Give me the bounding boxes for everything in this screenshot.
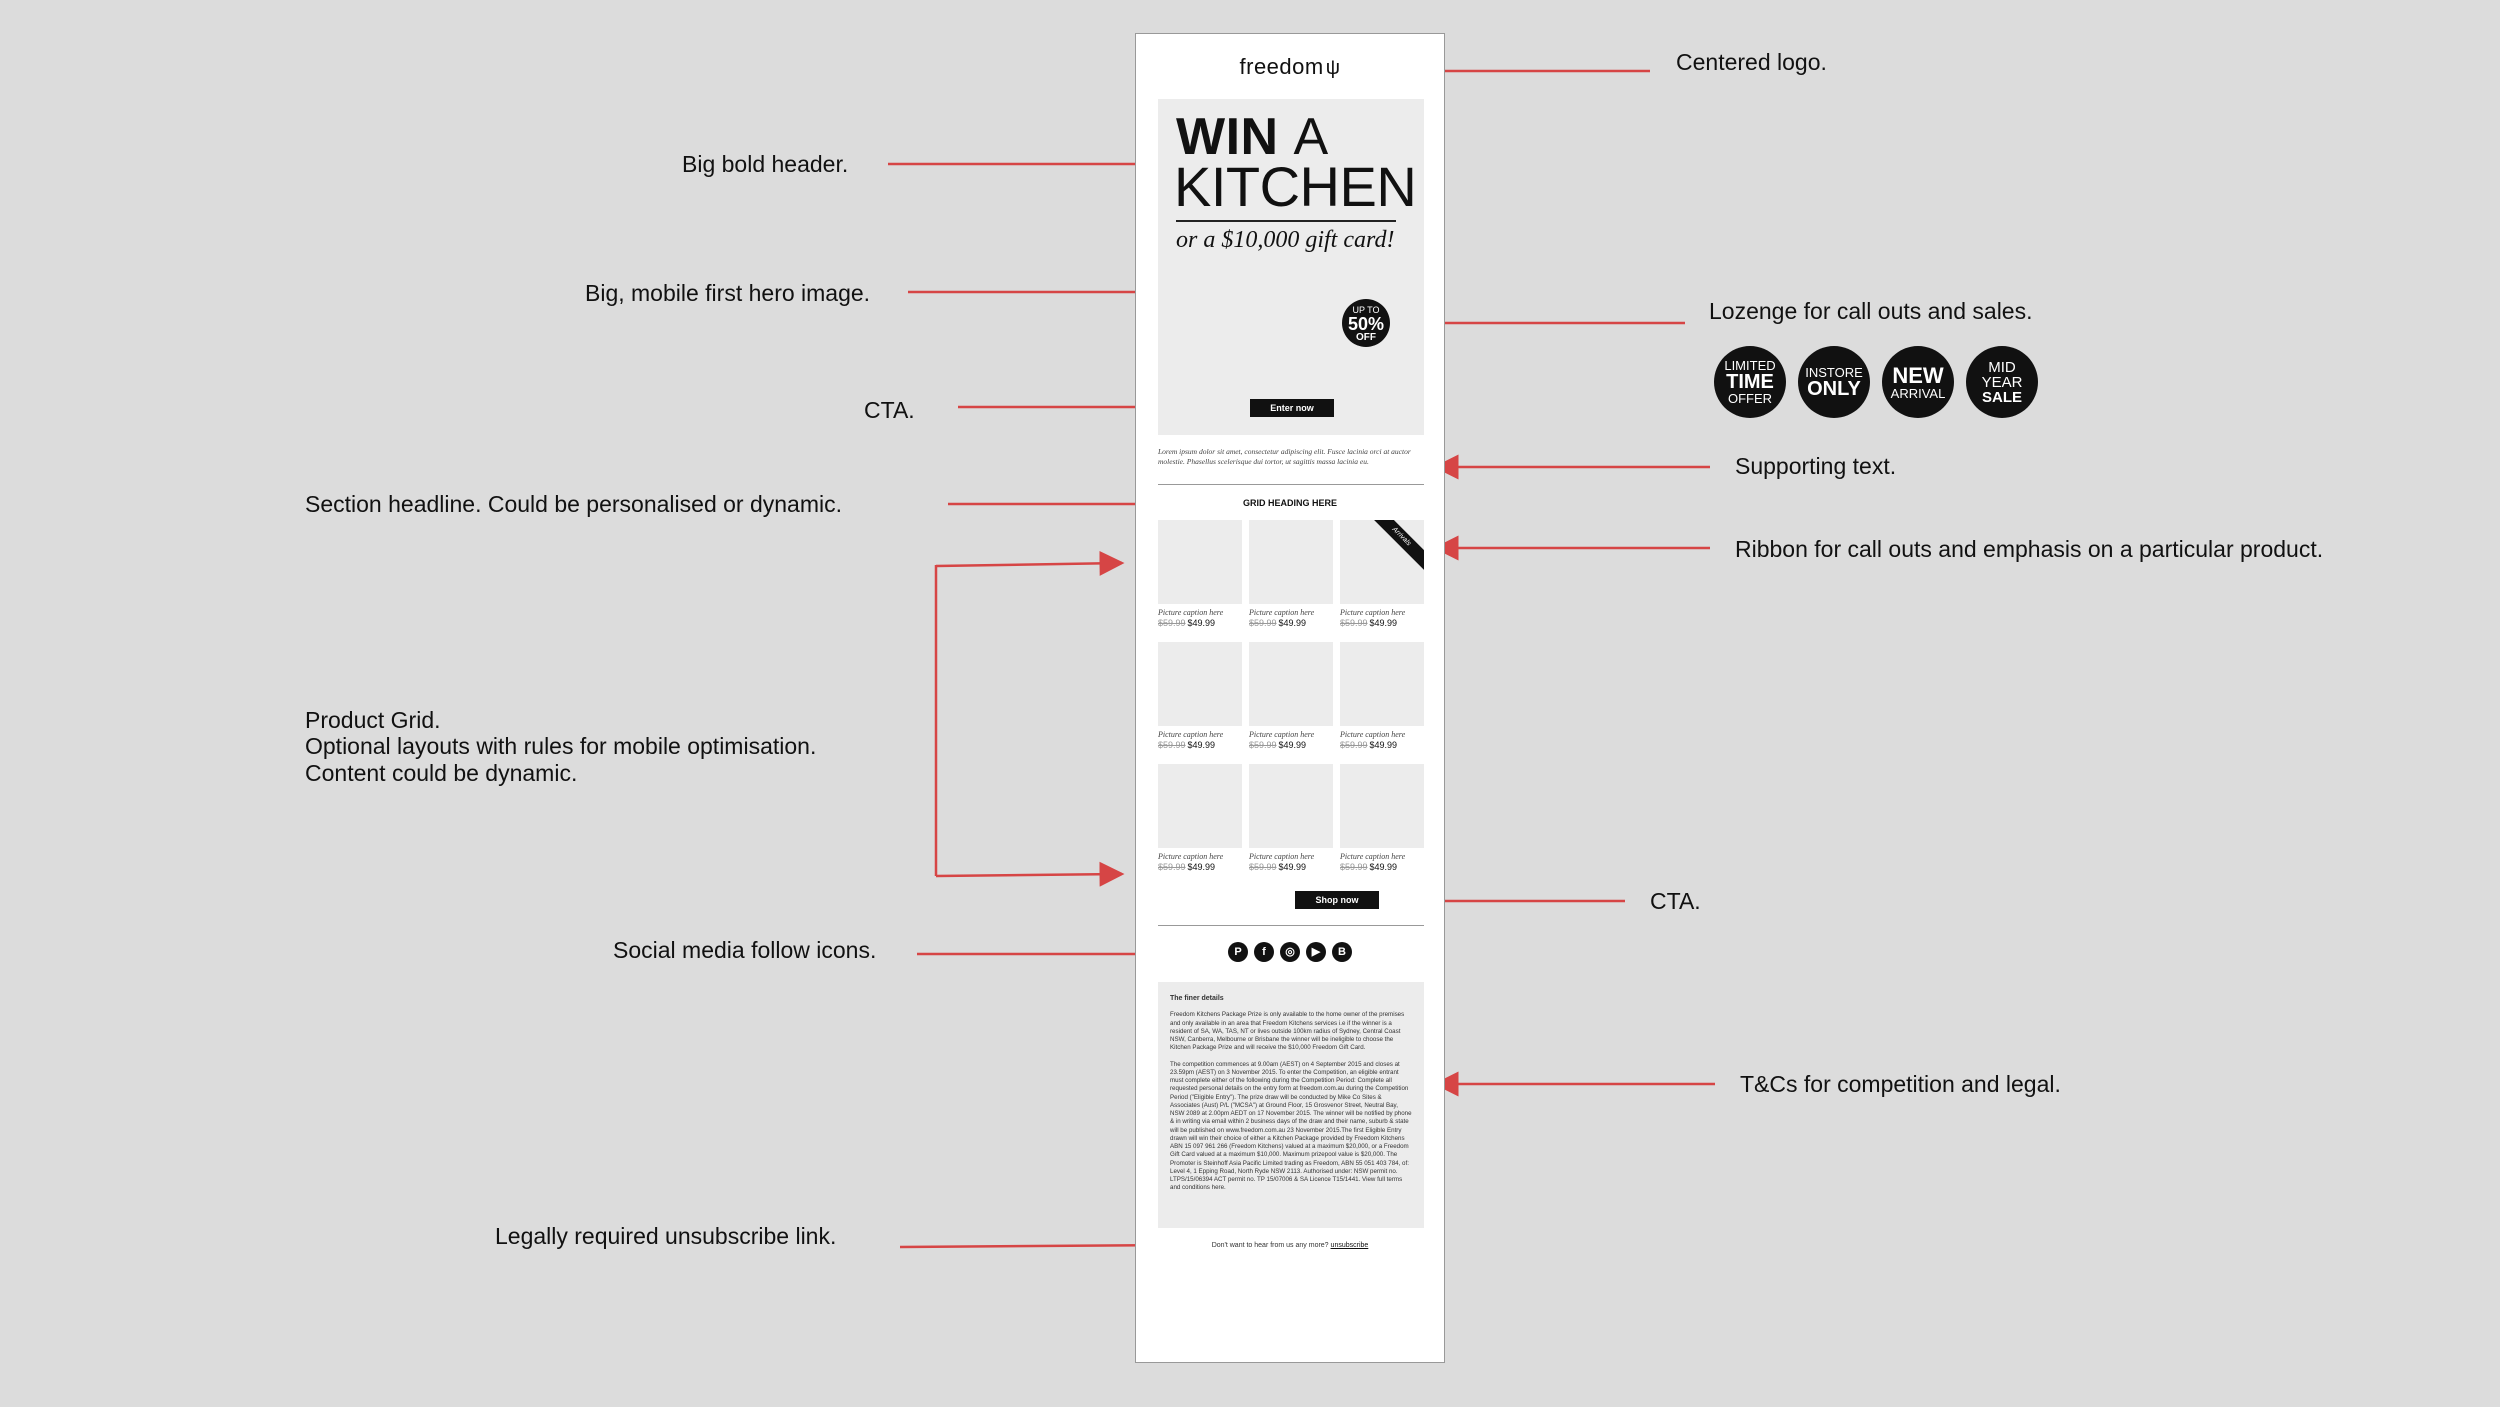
product-card[interactable] [1158,764,1242,872]
product-old-price: $59.99 [1340,740,1368,750]
tcs-title: The finer details [1170,995,1224,1002]
annotation-ribbon: Ribbon for call outs and emphasis on a particular product. [1735,536,2324,562]
product-card[interactable] [1340,520,1424,628]
annotation-unsubscribe: Legally required unsubscribe link. [495,1223,837,1249]
product-caption: Picture caption here [1158,730,1224,739]
lozenge-line-2: TIME [1726,371,1774,393]
lozenge-percent: 50% [1347,314,1385,334]
logo-wordmark: freedom [1239,54,1324,79]
annotation-supporting-text: Supporting text. [1735,453,1897,479]
tcs-paragraph-2: The competition commences at 9.00am (AEST) on 4 September 2015 and closes at 23.59pm (AEST) on 3 November 2015. To enter the Competition, an eligible entrant must complete either of the following during the Competition Period: Complete all requested personal details on the entry form at freedom.com.au during the Competition Period ("Eligible Entry"). The prize draw will be conducted by Mike Co Sites & Associates (Aust) P/L ("MCSA") at Ground Floor, 15 Grosvenor Street, Neutral Bay, NSW 2089 at 2.00pm AEDT on 17 November 2015. The winner will be notified by phone & in writing via email within 2 business days of the draw and their name, suburb & state will be published on www.freedom.com.au 23 November 2015.The first Eligible Entry drawn will win their choice of either a Kitchen Package provided by Freedom Kitchens ABN 15 097 961 266 (Freedom Kitchens) valued at a maximum $20,000, or a Freedom Gift Card valued at a maximum $10,000. Maximum prizepool value is $20,000. The Promoter is Steinhoff Asia Pacific Limited trading as Freedom, ABN 55 051 403 784, of: Level 4, 1 Epping Road, North Ryde NSW 2113. Authorised under: NSW permit no. LTPS/15/06394 ACT permit no. TP 15/07006 & SA Licence T15/1441. View full terms and conditions here. [1170,1060,1412,1192]
annotation-social: Social media follow icons. [613,937,877,963]
product-caption: Picture caption here [1340,852,1406,861]
product-price [1158,862,1242,872]
limited-time-offer-lozenge [1714,346,1786,418]
product-price [1340,862,1424,872]
hero-a-word: A [1293,108,1329,166]
youtube-icon[interactable]: ▶ [1306,942,1326,962]
lozenge-line-2: YEAR [1981,373,2023,391]
product-new-price: $49.99 [1369,862,1398,872]
sale-lozenge [1342,299,1390,347]
product-card[interactable] [1158,642,1242,750]
product-card[interactable] [1340,764,1424,872]
shop-now-button[interactable]: Shop now [1295,891,1379,909]
product-price [1158,740,1242,750]
product-price [1340,740,1424,750]
annotation-section-headline: Section headline. Could be personalised or dynamic. [305,491,842,517]
product-image[interactable] [1158,520,1242,604]
product-caption: Picture caption here [1340,608,1406,617]
annotation-product-grid-line-3: Content could be dynamic. [305,759,578,786]
tcs-paragraph-1: Freedom Kitchens Package Prize is only available to the home owner of the premises and only available in an area that Freedom Kitchens services i.e if the winner is a resident of SA, WA, TAS, NT or lives outside 100km radius of Sydney, Central Coast NSW, Canberra, Melbourne or Brisbane the winner will be ineligible to choose the Kitchen Package Prize and will receive the $10,000 Freedom Gift Card. [1170,1011,1405,1052]
enter-now-button[interactable]: Enter now [1250,399,1334,417]
lozenge-line-1: INSTORE [1805,364,1863,380]
annotation-product-grid-line-1: Product Grid. [305,707,441,733]
social-icons [1136,942,1444,962]
lozenge-line-1: LIMITED [1724,358,1776,373]
product-new-price: $49.99 [1187,618,1216,628]
annotation-hero-image: Big, mobile first hero image. [585,280,871,306]
product-image[interactable] [1340,764,1424,848]
product-card[interactable] [1158,520,1242,628]
annotation-cta-shop: CTA. [1650,888,1701,914]
instore-only-lozenge [1798,346,1870,418]
product-caption: Picture caption here [1340,730,1406,739]
product-old-price: $59.99 [1158,740,1186,750]
product-card[interactable] [1340,642,1424,750]
grid-heading: GRID HEADING HERE [1242,498,1337,508]
product-image[interactable] [1340,642,1424,726]
lozenge-line-2: ARRIVAL [1890,385,1946,401]
product-card[interactable] [1249,520,1333,628]
hero-rule [1176,220,1396,222]
supporting-text: Lorem ipsum dolor sit amet, consectetur adipiscing elit. Fusce lacinia orci at auctor molestie. Phasellus scelerisque dui tortor, ut sagittis massa lacinia eu. [1158,447,1411,467]
lozenge-up-to: UP TO [1352,305,1380,315]
divider [1158,484,1424,485]
product-image[interactable] [1249,642,1333,726]
lozenge-line-1: NEW [1892,362,1944,388]
product-new-price: $49.99 [1369,740,1398,750]
instagram-icon[interactable]: ◎ [1280,942,1300,962]
product-new-price: $49.99 [1187,740,1216,750]
product-card[interactable] [1249,764,1333,872]
product-old-price: $59.99 [1158,618,1186,628]
annotation-tcs: T&Cs for competition and legal. [1740,1071,2061,1097]
product-new-price: $49.99 [1369,618,1398,628]
terms-and-conditions [1158,982,1424,1228]
product-caption: Picture caption here [1249,730,1315,739]
freedom-logo[interactable] [1136,54,1444,80]
annotation-product-grid-line-2: Optional layouts with rules for mobile optimisation. [305,733,817,760]
sprout-icon: ψ [1325,57,1341,79]
lozenge-line-1: MID [1988,358,2016,376]
product-old-price: $59.99 [1249,862,1277,872]
product-image[interactable] [1340,520,1424,604]
lozenge-line-3: OFFER [1727,391,1773,406]
email-mockup [1135,33,1445,1363]
divider [1158,925,1424,926]
annotation-product-grid [305,707,816,786]
product-old-price: $59.99 [1158,862,1186,872]
product-image[interactable] [1158,642,1242,726]
product-new-price: $49.99 [1278,740,1307,750]
hero-subheadline: or a $10,000 gift card! [1176,227,1395,253]
product-caption: Picture caption here [1249,608,1315,617]
product-old-price: $59.99 [1340,862,1368,872]
new-arrival-lozenge [1882,346,1954,418]
hero-headline-kitchen: KITCHEN [1174,155,1417,218]
product-new-price: $49.99 [1187,862,1216,872]
annotation-logo: Centered logo. [1676,49,1827,75]
product-price [1340,618,1424,628]
product-old-price: $59.99 [1340,618,1368,628]
product-caption: Picture caption here [1158,608,1224,617]
product-price [1249,862,1333,872]
product-caption: Picture caption here [1249,852,1315,861]
annotation-lozenge: Lozenge for call outs and sales. [1709,298,2033,324]
product-new-price: $49.99 [1278,618,1307,628]
product-price [1249,618,1333,628]
product-card[interactable] [1249,642,1333,750]
product-image[interactable] [1249,520,1333,604]
facebook-icon[interactable]: f [1254,942,1274,962]
mid-year-sale-lozenge [1966,346,2038,418]
blog-icon[interactable]: B [1332,942,1352,962]
annotation-cta-enter: CTA. [864,397,915,423]
hero-win-word: WIN [1176,108,1279,166]
product-image[interactable] [1158,764,1242,848]
unsubscribe-line [1136,1242,1444,1249]
product-image[interactable] [1249,764,1333,848]
lozenge-off: OFF [1356,332,1376,343]
product-old-price: $59.99 [1249,618,1277,628]
unsubscribe-text: Don't want to hear from us any more? [1211,1242,1329,1249]
product-price [1158,618,1242,628]
product-ribbon: Arrivals [1364,520,1424,574]
annotation-header: Big bold header. [682,151,849,177]
pinterest-icon[interactable]: P [1228,942,1248,962]
lozenge-line-2: ONLY [1807,377,1861,400]
lozenge-line-3: SALE [1981,388,2022,406]
hero-image[interactable] [1158,99,1424,435]
product-caption: Picture caption here [1158,852,1224,861]
product-new-price: $49.99 [1278,862,1307,872]
product-old-price: $59.99 [1249,740,1277,750]
product-price [1249,740,1333,750]
unsubscribe-link[interactable]: unsubscribe [1330,1242,1369,1249]
